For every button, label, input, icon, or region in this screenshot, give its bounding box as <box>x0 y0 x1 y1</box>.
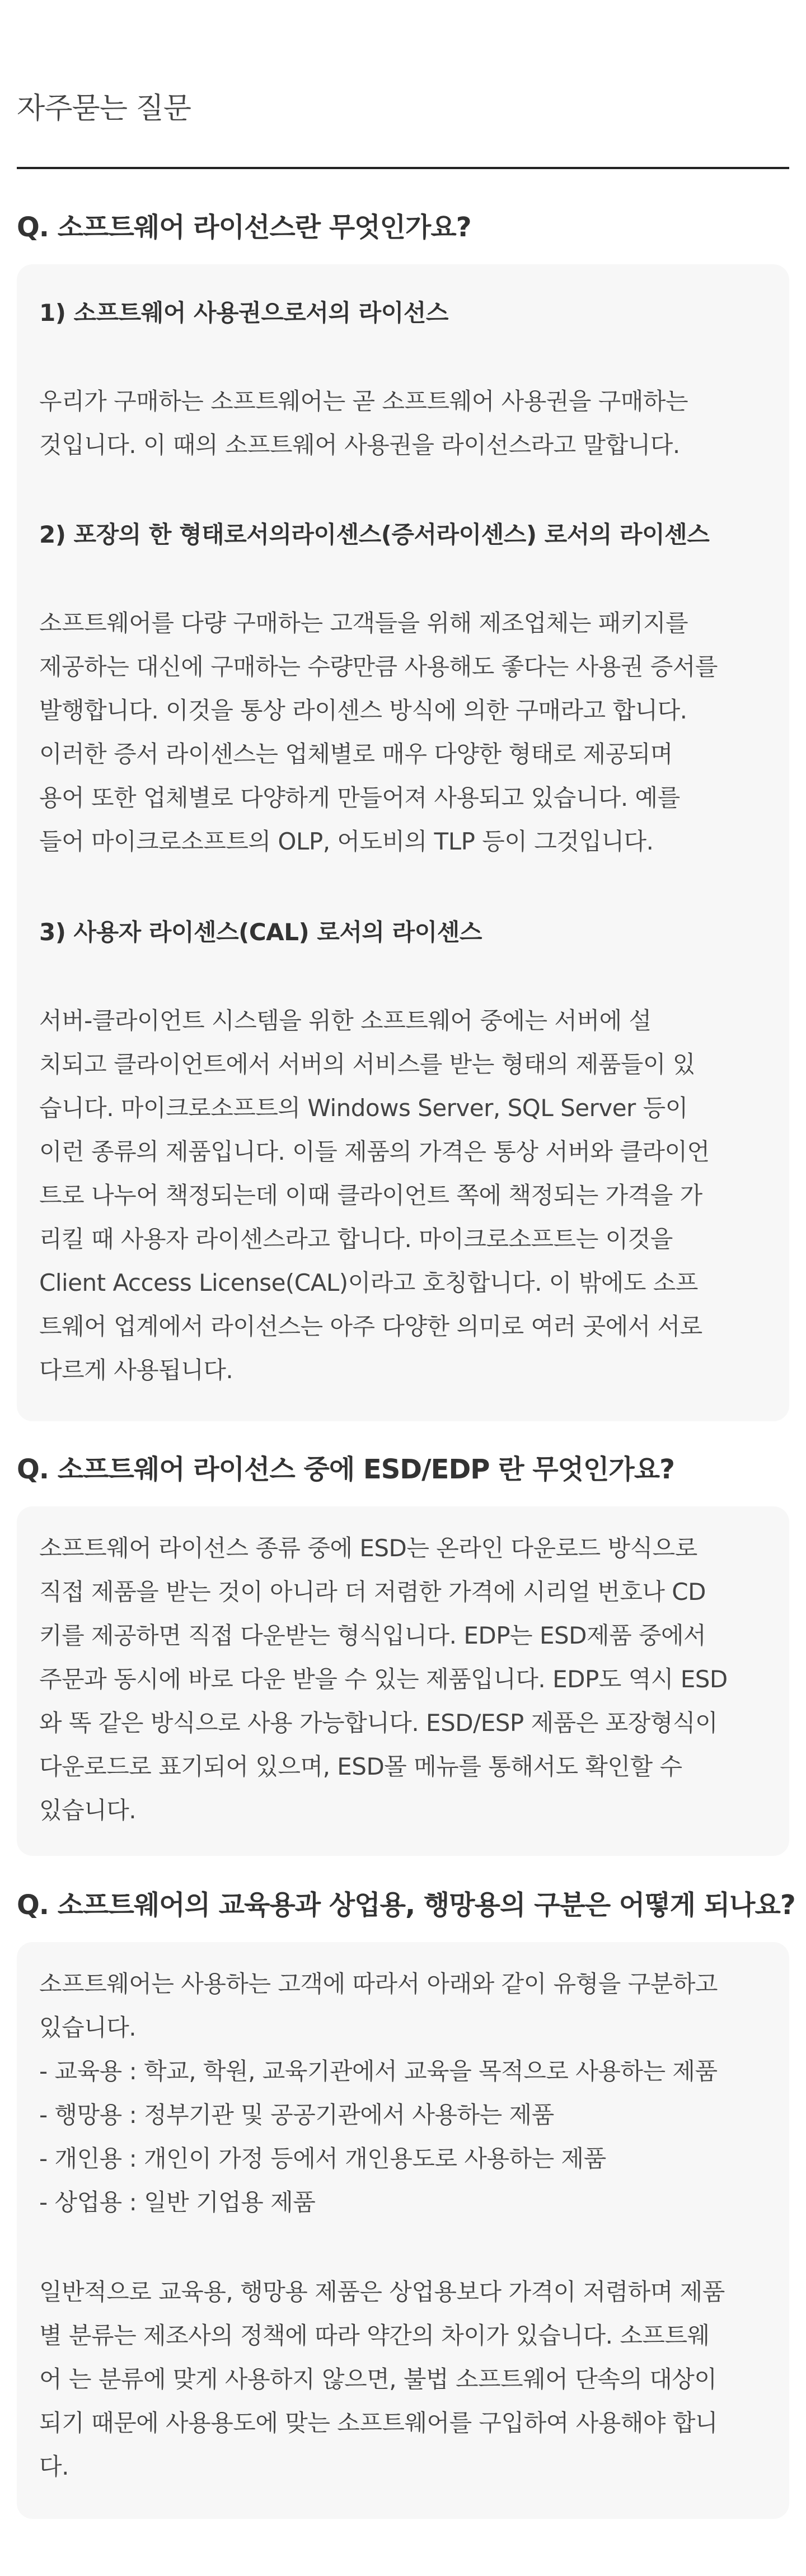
paragraph-line: - 교육용 : 학교, 학원, 교육기관에서 교육을 목적으로 사용하는 제품 <box>39 2057 718 2085</box>
paragraph-line: 소프트웨어 라이선스 종류 중에 ESD는 온라인 다운로드 방식으로 <box>39 1534 697 1562</box>
faq-question-license-types[interactable]: Q. 소프트웨어의 교육용과 상업용, 행망용의 구분은 어떻게 되나요? <box>17 1889 795 1921</box>
paragraph-line: 트로 나누어 책정되는데 이때 클라이언트 쪽에 책정되는 가격을 가 <box>39 1182 702 1209</box>
paragraph-line: 소프트웨어는 사용하는 고객에 따라서 아래와 같이 유형을 구분하고 <box>39 1970 718 1998</box>
paragraph-line: 용어 또한 업체별로 다양하게 만들어져 사용되고 있습니다. 예를 <box>39 784 680 811</box>
page-title: 자주묻는 질문 <box>17 92 191 125</box>
answer-paragraph <box>39 380 772 467</box>
paragraph-line: - 행망용 : 정부기관 및 공공기관에서 사용하는 제품 <box>39 2101 554 2129</box>
paragraph-line: 서버-클라이언트 시스템을 위한 소프트웨어 중에는 서버에 설 <box>39 1007 652 1034</box>
paragraph-line: 주문과 동시에 바로 다운 받을 수 있는 제품입니다. EDP도 역시 ESD <box>39 1665 728 1693</box>
paragraph-line: Client Access License(CAL)이라고 호칭합니다. 이 밖에도 소프 <box>39 1269 698 1296</box>
answer-paragraph <box>39 1527 772 1832</box>
answer-subheading: 1) 소프트웨어 사용권으로서의 라이선스 <box>39 299 448 326</box>
paragraph-line: 리킬 때 사용자 라이센스라고 합니다. 마이크로소프트는 이것을 <box>39 1225 673 1253</box>
faq-question-esd-edp[interactable]: Q. 소프트웨어 라이선스 중에 ESD/EDP 란 무엇인가요? <box>17 1454 674 1485</box>
paragraph-line: - 상업용 : 일반 기업용 제품 <box>39 2188 316 2216</box>
paragraph-line: 이러한 증서 라이센스는 업체별로 매우 다양한 형태로 제공되며 <box>39 740 673 768</box>
paragraph-line: 소프트웨어를 다량 구매하는 고객들을 위해 제조업체는 패키지를 <box>39 609 688 637</box>
paragraph-line: 발행합니다. 이것을 통상 라이센스 방식에 의한 구매라고 합니다. <box>39 697 687 724</box>
paragraph-line: 것입니다. 이 때의 소프트웨어 사용권을 라이선스라고 말합니다. <box>39 431 680 459</box>
paragraph-line: - 개인용 : 개인이 가정 등에서 개인용도로 사용하는 제품 <box>39 2145 606 2172</box>
answer-subheading: 3) 사용자 라이센스(CAL) 로서의 라이센스 <box>39 918 482 946</box>
answer-subheading: 2) 포장의 한 형태로서의라이센스(증서라이센스) 로서의 라이센스 <box>39 521 710 548</box>
paragraph-line: 별 분류는 제조사의 정책에 따라 약간의 차이가 있습니다. 소프트웨 <box>39 2322 710 2349</box>
paragraph-line: 다. <box>39 2453 69 2480</box>
paragraph-line: 일반적으로 교육용, 행망용 제품은 상업용보다 가격이 저렴하며 제품 <box>39 2278 725 2306</box>
answer-paragraph <box>39 2270 772 2489</box>
paragraph-line: 와 똑 같은 방식으로 사용 가능합니다. ESD/ESP 제품은 포장형식이 <box>39 1709 718 1737</box>
paragraph-line: 습니다. 마이크로소프트의 Windows Server, SQL Server 등이 <box>39 1094 688 1122</box>
paragraph-line: 직접 제품을 받는 것이 아니라 더 저렴한 가격에 시리얼 번호나 CD <box>39 1578 706 1606</box>
paragraph-line: 있습니다. <box>39 1796 137 1824</box>
answer-paragraph <box>39 601 772 864</box>
paragraph-line: 치되고 클라이언트에서 서버의 서비스를 받는 형태의 제품들이 있 <box>39 1051 695 1078</box>
paragraph-line: 이런 종류의 제품입니다. 이들 제품의 가격은 통상 서버와 클라이언 <box>39 1138 710 1165</box>
paragraph-line: 되기 때문에 사용용도에 맞는 소프트웨어를 구입하여 사용해야 합니 <box>39 2409 718 2437</box>
paragraph-line: 트웨어 업계에서 라이선스는 아주 다양한 의미로 여러 곳에서 서로 <box>39 1313 702 1340</box>
paragraph-line: 어 는 분류에 맞게 사용하지 않으면, 불법 소프트웨어 단속의 대상이 <box>39 2365 717 2393</box>
paragraph-line: 제공하는 대신에 구매하는 수량만큼 사용해도 좋다는 사용권 증서를 <box>39 653 718 680</box>
answer-paragraph <box>39 999 772 1392</box>
paragraph-line: 다운로드로 표기되어 있으며, ESD몰 메뉴를 통해서도 확인할 수 <box>39 1753 682 1780</box>
paragraph-line: 키를 제공하면 직접 다운받는 형식입니다. EDP는 ESD제품 중에서 <box>39 1622 706 1649</box>
title-divider <box>17 167 789 169</box>
paragraph-line: 있습니다. <box>39 2014 137 2041</box>
paragraph-line: 우리가 구매하는 소프트웨어는 곧 소프트웨어 사용권을 구매하는 <box>39 388 688 415</box>
faq-question-software-license[interactable]: Q. 소프트웨어 라이선스란 무엇인가요? <box>17 212 471 243</box>
paragraph-line: 들어 마이크로소프트의 OLP, 어도비의 TLP 등이 그것입니다. <box>39 828 654 855</box>
paragraph-line: 다르게 사용됩니다. <box>39 1356 233 1384</box>
answer-paragraph <box>39 1962 772 2224</box>
